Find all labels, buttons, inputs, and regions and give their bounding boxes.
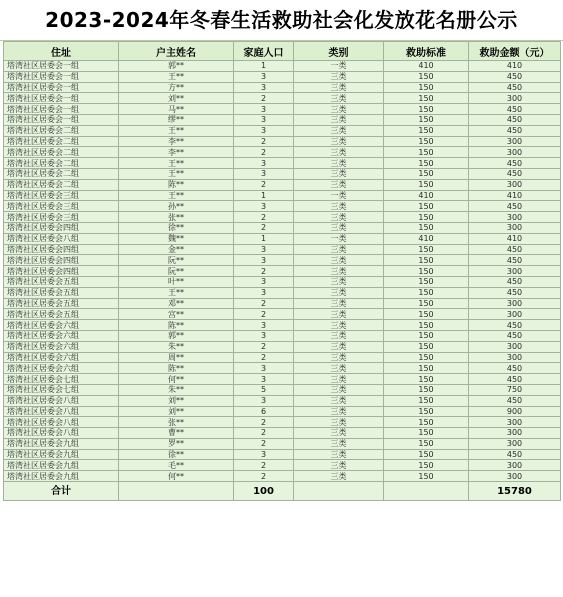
category-cell: 三类 [294, 428, 384, 439]
category-cell: 三类 [294, 104, 384, 115]
header-address: 住址 [4, 42, 119, 61]
category-cell: 三类 [294, 168, 384, 179]
address-cell: 塔湾社区居委会五组 [4, 309, 119, 320]
amount-cell: 300 [469, 471, 561, 482]
amount-cell: 300 [469, 417, 561, 428]
householder-cell: 王** [119, 190, 234, 201]
family-size-cell: 1 [234, 61, 294, 72]
householder-cell: 王** [119, 125, 234, 136]
total-row [4, 482, 561, 501]
standard-cell: 150 [384, 179, 469, 190]
table-row [4, 158, 561, 169]
standard-cell: 150 [384, 136, 469, 147]
table-row [4, 136, 561, 147]
total-blank-3 [384, 482, 469, 501]
householder-cell: 刘** [119, 93, 234, 104]
address-cell: 塔湾社区居委会五组 [4, 276, 119, 287]
family-size-cell: 1 [234, 233, 294, 244]
roster-table [3, 41, 561, 501]
householder-cell: 罗** [119, 438, 234, 449]
table-row [4, 395, 561, 406]
family-size-cell: 3 [234, 114, 294, 125]
address-cell: 塔湾社区居委会二组 [4, 158, 119, 169]
header-amount: 救助金额（元） [469, 42, 561, 61]
amount-cell: 450 [469, 168, 561, 179]
family-size-cell: 3 [234, 287, 294, 298]
address-cell: 塔湾社区居委会四组 [4, 266, 119, 277]
family-size-cell: 3 [234, 244, 294, 255]
amount-cell: 450 [469, 395, 561, 406]
table-row [4, 384, 561, 395]
amount-cell: 300 [469, 147, 561, 158]
amount-cell: 450 [469, 104, 561, 115]
family-size-cell: 3 [234, 158, 294, 169]
amount-cell: 300 [469, 298, 561, 309]
category-cell: 三类 [294, 266, 384, 277]
standard-cell: 150 [384, 93, 469, 104]
table-row [4, 168, 561, 179]
category-cell: 三类 [294, 125, 384, 136]
table-row [4, 438, 561, 449]
standard-cell: 150 [384, 298, 469, 309]
standard-cell: 150 [384, 320, 469, 331]
table-row [4, 212, 561, 223]
table-row [4, 374, 561, 385]
category-cell: 一类 [294, 233, 384, 244]
householder-cell: 何** [119, 374, 234, 385]
householder-cell: 缪** [119, 114, 234, 125]
householder-cell: 邓** [119, 298, 234, 309]
family-size-cell: 2 [234, 179, 294, 190]
amount-cell: 300 [469, 179, 561, 190]
address-cell: 塔湾社区居委会三组 [4, 212, 119, 223]
table-row [4, 82, 561, 93]
table-row [4, 71, 561, 82]
family-size-cell: 2 [234, 212, 294, 223]
category-cell: 三类 [294, 114, 384, 125]
amount-cell: 450 [469, 201, 561, 212]
standard-cell: 150 [384, 395, 469, 406]
category-cell: 三类 [294, 395, 384, 406]
family-size-cell: 2 [234, 136, 294, 147]
family-size-cell: 1 [234, 190, 294, 201]
table-row [4, 428, 561, 439]
address-cell: 塔湾社区居委会七组 [4, 384, 119, 395]
table-row [4, 363, 561, 374]
amount-cell: 450 [469, 244, 561, 255]
table-row [4, 287, 561, 298]
address-cell: 塔湾社区居委会九组 [4, 449, 119, 460]
family-size-cell: 5 [234, 384, 294, 395]
address-cell: 塔湾社区居委会八组 [4, 417, 119, 428]
householder-cell: 陈** [119, 320, 234, 331]
table-row [4, 266, 561, 277]
standard-cell: 150 [384, 352, 469, 363]
address-cell: 塔湾社区居委会一组 [4, 71, 119, 82]
standard-cell: 410 [384, 61, 469, 72]
category-cell: 一类 [294, 61, 384, 72]
amount-cell: 450 [469, 82, 561, 93]
householder-cell: 陈** [119, 179, 234, 190]
householder-cell: 何** [119, 471, 234, 482]
householder-cell: 宫** [119, 309, 234, 320]
total-label: 合计 [4, 482, 119, 501]
table-row [4, 255, 561, 266]
family-size-cell: 3 [234, 363, 294, 374]
amount-cell: 900 [469, 406, 561, 417]
amount-cell: 300 [469, 309, 561, 320]
amount-cell: 450 [469, 255, 561, 266]
householder-cell: 郭** [119, 330, 234, 341]
table-row [4, 352, 561, 363]
category-cell: 三类 [294, 136, 384, 147]
category-cell: 三类 [294, 82, 384, 93]
householder-cell: 张** [119, 417, 234, 428]
address-cell: 塔湾社区居委会一组 [4, 93, 119, 104]
table-row [4, 471, 561, 482]
address-cell: 塔湾社区居委会一组 [4, 104, 119, 115]
householder-cell: 李** [119, 147, 234, 158]
category-cell: 三类 [294, 363, 384, 374]
table-row [4, 93, 561, 104]
standard-cell: 150 [384, 384, 469, 395]
address-cell: 塔湾社区居委会八组 [4, 233, 119, 244]
address-cell: 塔湾社区居委会八组 [4, 406, 119, 417]
category-cell: 三类 [294, 309, 384, 320]
address-cell: 塔湾社区居委会四组 [4, 244, 119, 255]
address-cell: 塔湾社区居委会二组 [4, 179, 119, 190]
standard-cell: 150 [384, 244, 469, 255]
address-cell: 塔湾社区居委会二组 [4, 136, 119, 147]
category-cell: 三类 [294, 384, 384, 395]
family-size-cell: 3 [234, 276, 294, 287]
householder-cell: 方** [119, 82, 234, 93]
family-size-cell: 3 [234, 71, 294, 82]
family-size-cell: 2 [234, 438, 294, 449]
amount-cell: 300 [469, 212, 561, 223]
householder-cell: 刘** [119, 406, 234, 417]
category-cell: 三类 [294, 341, 384, 352]
category-cell: 三类 [294, 320, 384, 331]
amount-cell: 410 [469, 61, 561, 72]
householder-cell: 金** [119, 244, 234, 255]
amount-cell: 450 [469, 276, 561, 287]
standard-cell: 150 [384, 201, 469, 212]
category-cell: 三类 [294, 449, 384, 460]
category-cell: 三类 [294, 276, 384, 287]
category-cell: 三类 [294, 417, 384, 428]
table-row [4, 320, 561, 331]
amount-cell: 450 [469, 330, 561, 341]
amount-cell: 450 [469, 158, 561, 169]
householder-cell: 叶** [119, 276, 234, 287]
standard-cell: 150 [384, 266, 469, 277]
family-size-cell: 3 [234, 395, 294, 406]
amount-cell: 300 [469, 352, 561, 363]
page-title: 2023-2024年冬春生活救助社会化发放花名册公示 [0, 0, 563, 41]
category-cell: 三类 [294, 438, 384, 449]
address-cell: 塔湾社区居委会五组 [4, 287, 119, 298]
householder-cell: 阮** [119, 255, 234, 266]
amount-cell: 300 [469, 93, 561, 104]
address-cell: 塔湾社区居委会六组 [4, 341, 119, 352]
amount-cell: 450 [469, 449, 561, 460]
amount-cell: 300 [469, 428, 561, 439]
standard-cell: 150 [384, 212, 469, 223]
standard-cell: 150 [384, 276, 469, 287]
family-size-cell: 2 [234, 266, 294, 277]
standard-cell: 150 [384, 330, 469, 341]
family-size-cell: 2 [234, 428, 294, 439]
category-cell: 三类 [294, 201, 384, 212]
standard-cell: 150 [384, 104, 469, 115]
amount-cell: 450 [469, 125, 561, 136]
address-cell: 塔湾社区居委会九组 [4, 460, 119, 471]
category-cell: 三类 [294, 147, 384, 158]
family-size-cell: 3 [234, 374, 294, 385]
householder-cell: 阮** [119, 266, 234, 277]
table-row [4, 114, 561, 125]
standard-cell: 150 [384, 114, 469, 125]
address-cell: 塔湾社区居委会八组 [4, 395, 119, 406]
address-cell: 塔湾社区居委会五组 [4, 298, 119, 309]
address-cell: 塔湾社区居委会三组 [4, 190, 119, 201]
table-row [4, 406, 561, 417]
standard-cell: 150 [384, 406, 469, 417]
standard-cell: 150 [384, 287, 469, 298]
householder-cell: 张** [119, 212, 234, 223]
category-cell: 三类 [294, 352, 384, 363]
address-cell: 塔湾社区居委会六组 [4, 352, 119, 363]
family-size-cell: 2 [234, 352, 294, 363]
address-cell: 塔湾社区居委会六组 [4, 320, 119, 331]
address-cell: 塔湾社区居委会一组 [4, 114, 119, 125]
table-row [4, 330, 561, 341]
amount-cell: 750 [469, 384, 561, 395]
standard-cell: 150 [384, 125, 469, 136]
householder-cell: 王** [119, 158, 234, 169]
category-cell: 三类 [294, 255, 384, 266]
standard-cell: 150 [384, 438, 469, 449]
total-blank-1 [119, 482, 234, 501]
amount-cell: 450 [469, 374, 561, 385]
address-cell: 塔湾社区居委会一组 [4, 61, 119, 72]
address-cell: 塔湾社区居委会六组 [4, 363, 119, 374]
family-size-cell: 2 [234, 417, 294, 428]
table-row [4, 460, 561, 471]
family-size-cell: 3 [234, 168, 294, 179]
family-size-cell: 2 [234, 341, 294, 352]
category-cell: 三类 [294, 244, 384, 255]
family-size-cell: 3 [234, 82, 294, 93]
amount-cell: 450 [469, 320, 561, 331]
standard-cell: 150 [384, 309, 469, 320]
householder-cell: 朱** [119, 341, 234, 352]
table-row [4, 201, 561, 212]
address-cell: 塔湾社区居委会一组 [4, 82, 119, 93]
category-cell: 三类 [294, 71, 384, 82]
householder-cell: 徐** [119, 449, 234, 460]
standard-cell: 150 [384, 147, 469, 158]
table-row [4, 341, 561, 352]
address-cell: 塔湾社区居委会二组 [4, 125, 119, 136]
amount-cell: 410 [469, 233, 561, 244]
family-size-cell: 2 [234, 147, 294, 158]
amount-cell: 300 [469, 222, 561, 233]
address-cell: 塔湾社区居委会九组 [4, 471, 119, 482]
standard-cell: 410 [384, 233, 469, 244]
standard-cell: 150 [384, 168, 469, 179]
address-cell: 塔湾社区居委会四组 [4, 222, 119, 233]
householder-cell: 魏** [119, 233, 234, 244]
householder-cell: 刘** [119, 395, 234, 406]
header-family-size: 家庭人口 [234, 42, 294, 61]
category-cell: 三类 [294, 287, 384, 298]
address-cell: 塔湾社区居委会七组 [4, 374, 119, 385]
householder-cell: 朱** [119, 384, 234, 395]
standard-cell: 150 [384, 417, 469, 428]
standard-cell: 150 [384, 449, 469, 460]
standard-cell: 150 [384, 374, 469, 385]
amount-cell: 300 [469, 438, 561, 449]
category-cell: 三类 [294, 471, 384, 482]
header-category: 类别 [294, 42, 384, 61]
category-cell: 三类 [294, 179, 384, 190]
family-size-cell: 2 [234, 460, 294, 471]
amount-cell: 450 [469, 363, 561, 374]
standard-cell: 150 [384, 460, 469, 471]
total-blank-2 [294, 482, 384, 501]
amount-cell: 300 [469, 136, 561, 147]
address-cell: 塔湾社区居委会二组 [4, 147, 119, 158]
category-cell: 三类 [294, 93, 384, 104]
address-cell: 塔湾社区居委会三组 [4, 201, 119, 212]
roster-body [4, 61, 561, 482]
category-cell: 三类 [294, 374, 384, 385]
header-row [4, 42, 561, 61]
family-size-cell: 2 [234, 471, 294, 482]
householder-cell: 郭** [119, 61, 234, 72]
category-cell: 三类 [294, 158, 384, 169]
householder-cell: 周** [119, 352, 234, 363]
family-size-cell: 3 [234, 104, 294, 115]
category-cell: 三类 [294, 222, 384, 233]
amount-cell: 410 [469, 190, 561, 201]
address-cell: 塔湾社区居委会四组 [4, 255, 119, 266]
amount-cell: 450 [469, 71, 561, 82]
family-size-cell: 2 [234, 298, 294, 309]
family-size-cell: 3 [234, 201, 294, 212]
table-row [4, 190, 561, 201]
address-cell: 塔湾社区居委会八组 [4, 428, 119, 439]
table-row [4, 309, 561, 320]
table-row [4, 244, 561, 255]
standard-cell: 410 [384, 190, 469, 201]
householder-cell: 毛** [119, 460, 234, 471]
category-cell: 三类 [294, 406, 384, 417]
standard-cell: 150 [384, 71, 469, 82]
category-cell: 一类 [294, 190, 384, 201]
standard-cell: 150 [384, 428, 469, 439]
total-amount: 15780 [469, 482, 561, 501]
address-cell: 塔湾社区居委会九组 [4, 438, 119, 449]
amount-cell: 300 [469, 341, 561, 352]
householder-cell: 曹** [119, 428, 234, 439]
table-row [4, 179, 561, 190]
family-size-cell: 2 [234, 309, 294, 320]
table-row [4, 417, 561, 428]
table-row [4, 449, 561, 460]
standard-cell: 150 [384, 471, 469, 482]
category-cell: 三类 [294, 330, 384, 341]
table-row [4, 298, 561, 309]
family-size-cell: 2 [234, 222, 294, 233]
address-cell: 塔湾社区居委会二组 [4, 168, 119, 179]
table-row [4, 104, 561, 115]
amount-cell: 450 [469, 287, 561, 298]
table-row [4, 147, 561, 158]
standard-cell: 150 [384, 158, 469, 169]
householder-cell: 王** [119, 287, 234, 298]
standard-cell: 150 [384, 363, 469, 374]
table-row [4, 125, 561, 136]
table-row [4, 61, 561, 72]
category-cell: 三类 [294, 212, 384, 223]
amount-cell: 300 [469, 266, 561, 277]
family-size-cell: 3 [234, 255, 294, 266]
amount-cell: 450 [469, 114, 561, 125]
table-row [4, 222, 561, 233]
family-size-cell: 2 [234, 93, 294, 104]
standard-cell: 150 [384, 222, 469, 233]
householder-cell: 马** [119, 104, 234, 115]
family-size-cell: 3 [234, 320, 294, 331]
table-row [4, 233, 561, 244]
standard-cell: 150 [384, 255, 469, 266]
table-row [4, 276, 561, 287]
total-people: 100 [234, 482, 294, 501]
standard-cell: 150 [384, 82, 469, 93]
householder-cell: 王** [119, 168, 234, 179]
header-standard: 救助标准 [384, 42, 469, 61]
header-householder: 户主姓名 [119, 42, 234, 61]
householder-cell: 孙** [119, 201, 234, 212]
householder-cell: 王** [119, 71, 234, 82]
category-cell: 三类 [294, 298, 384, 309]
address-cell: 塔湾社区居委会六组 [4, 330, 119, 341]
householder-cell: 陈** [119, 363, 234, 374]
family-size-cell: 6 [234, 406, 294, 417]
family-size-cell: 3 [234, 330, 294, 341]
householder-cell: 李** [119, 136, 234, 147]
standard-cell: 150 [384, 341, 469, 352]
family-size-cell: 3 [234, 125, 294, 136]
householder-cell: 徐** [119, 222, 234, 233]
amount-cell: 300 [469, 460, 561, 471]
family-size-cell: 3 [234, 449, 294, 460]
category-cell: 三类 [294, 460, 384, 471]
